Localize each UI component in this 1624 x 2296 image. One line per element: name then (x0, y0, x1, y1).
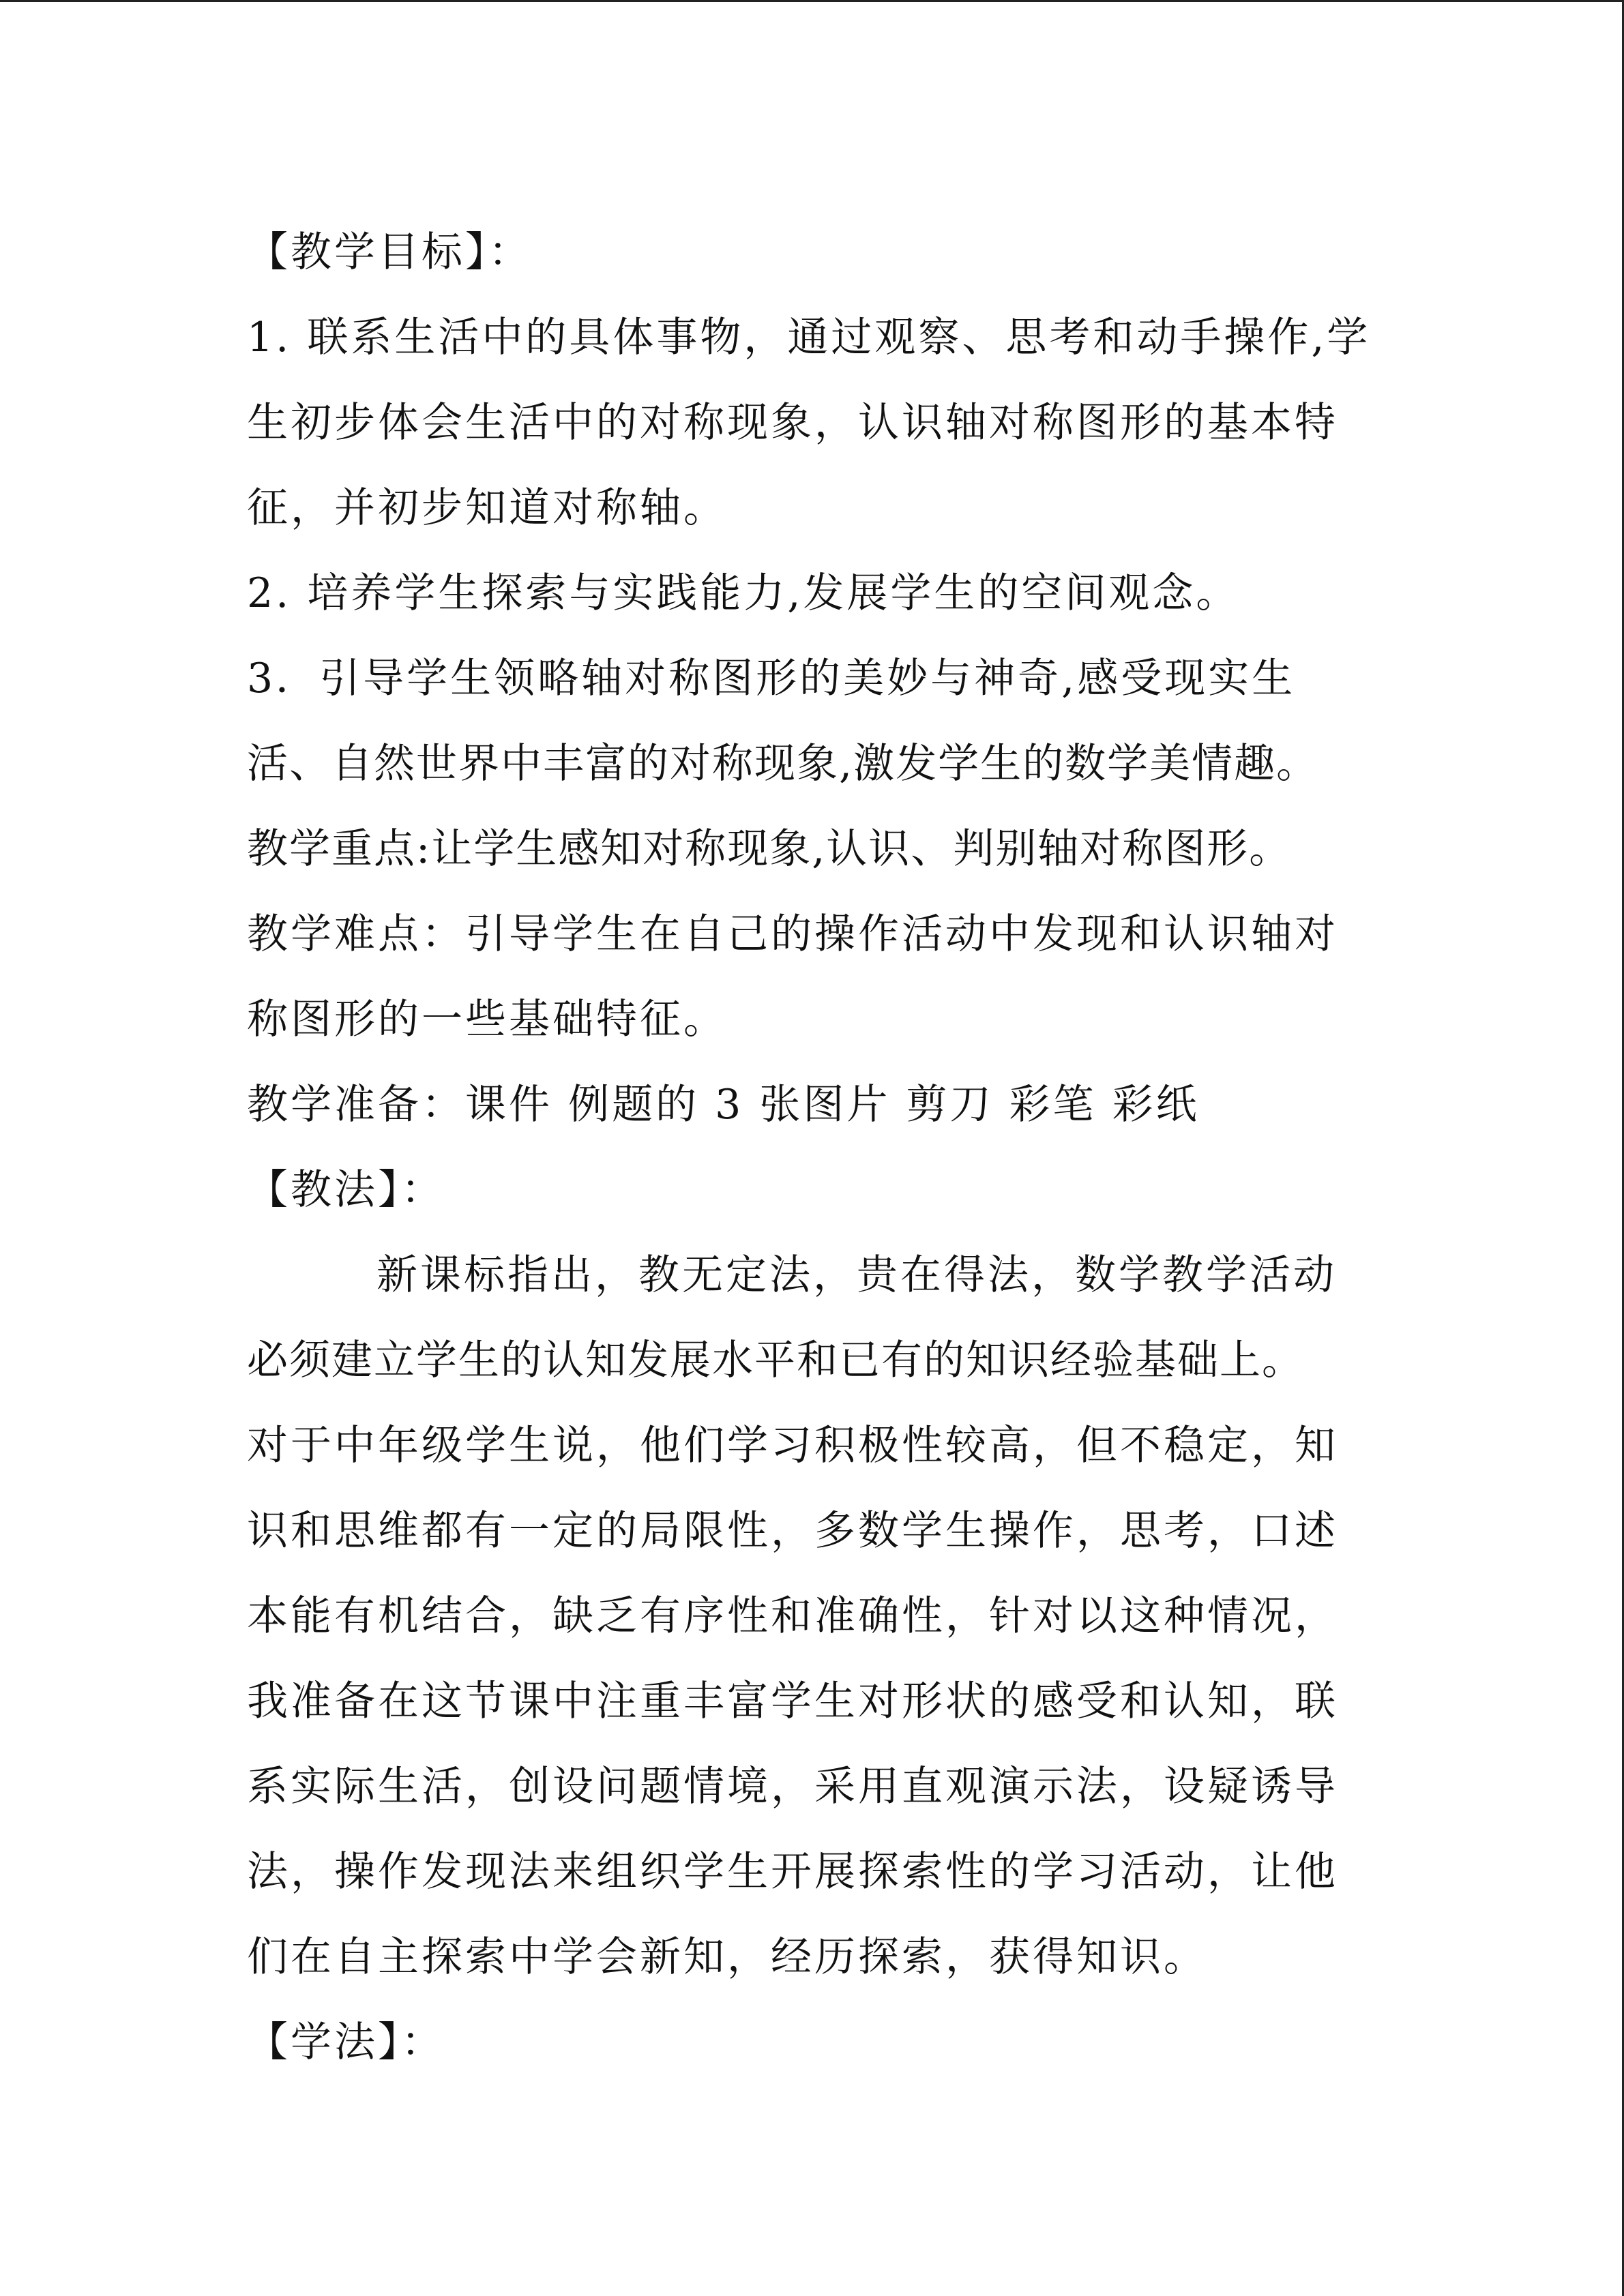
teaching-method-line-4: 识和思维都有一定的局限性，多数学生操作，思考，口述 (247, 1507, 1338, 1555)
teaching-method-heading: 【教法】： (247, 1166, 445, 1214)
objective-3-line-1: 3．引导学生领略轴对称图形的美妙与神奇,感受现实生 (247, 655, 1296, 702)
teaching-method-line-9: 们在自主探索中学会新知，经历探索，获得知识。 (247, 1933, 1207, 1981)
teaching-difficulty-line-1: 教学难点：引导学生在自己的操作活动中发现和认识轴对 (247, 910, 1338, 958)
teaching-method-line-1: 新课标指出，教无定法，贵在得法，数学教学活动 (377, 1251, 1337, 1299)
page-top-border (0, 0, 1624, 2)
objective-1-line-1: 1. 联系生活中的具体事物，通过观察、思考和动手操作,学 (247, 314, 1371, 361)
teaching-key-point: 教学重点:让学生感知对称现象,认识、判别轴对称图形。 (247, 825, 1292, 873)
learning-method-heading: 【学法】： (247, 2018, 445, 2066)
teaching-method-line-2: 必须建立学生的认知发展水平和已有的知识经验基础上。 (247, 1337, 1304, 1384)
objective-3-line-2: 活、自然世界中丰富的对称现象,激发学生的数学美情趣。 (247, 740, 1319, 788)
teaching-difficulty-line-2: 称图形的一些基础特征。 (247, 996, 727, 1043)
teaching-method-line-3: 对于中年级学生说，他们学习积极性较高，但不稳定，知 (247, 1422, 1338, 1470)
objective-2-line: 2. 培养学生探索与实践能力,发展学生的空间观念。 (247, 569, 1240, 617)
teaching-objectives-heading: 【教学目标】： (247, 228, 532, 276)
lesson-plan-document (247, 210, 1406, 2085)
objective-1-line-3: 征，并初步知道对称轴。 (247, 484, 727, 532)
teaching-preparation: 教学准备：课件 例题的 3 张图片 剪刀 彩笔 彩纸 (247, 1081, 1200, 1129)
teaching-method-line-8: 法，操作发现法来组织学生开展探索性的学习活动，让他 (247, 1848, 1338, 1896)
teaching-method-line-5: 本能有机结合，缺乏有序性和准确性，针对以这种情况， (247, 1592, 1338, 1640)
teaching-method-line-6: 我准备在这节课中注重丰富学生对形状的感受和认知，联 (247, 1678, 1338, 1725)
objective-1-line-2: 生初步体会生活中的对称现象，认识轴对称图形的基本特 (247, 399, 1338, 447)
teaching-method-line-7: 系实际生活，创设问题情境，采用直观演示法，设疑诱导 (247, 1763, 1338, 1810)
